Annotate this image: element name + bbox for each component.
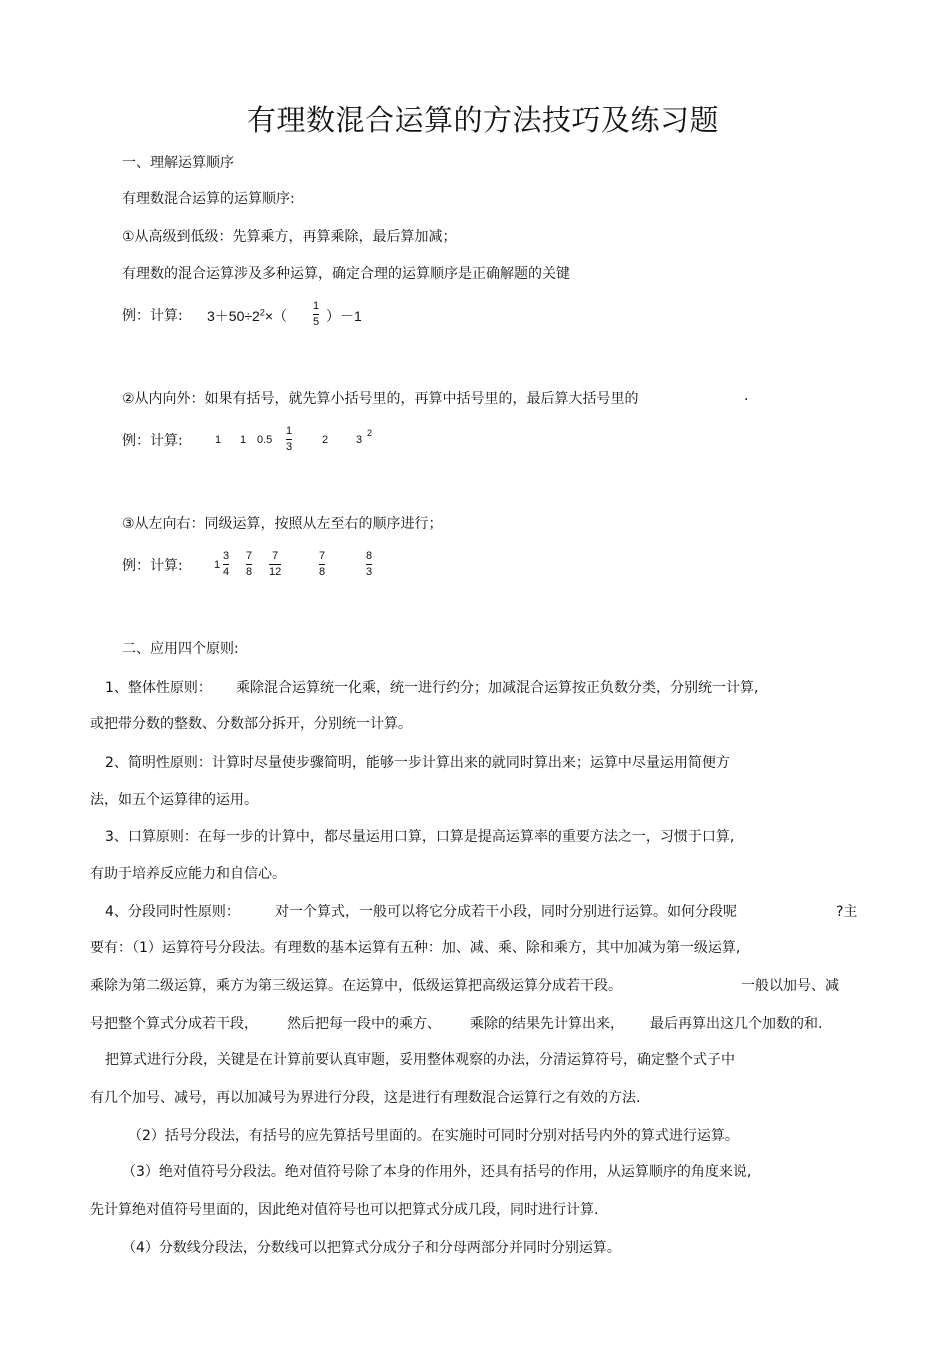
example-1-expr-a: [207, 306, 287, 326]
method-3-text-2: 先计算绝对值符号里面的，因此绝对值符号也可以把算式分成几段，同时进行计算.: [90, 1202, 599, 1218]
principle-4-text-6: 有几个加号、减号，再以加减号为界进行分段，这是进行有理数混合运算行之有效的方法.: [90, 1090, 641, 1106]
example-2-frac-den: 3: [286, 441, 293, 453]
principle-4-text-5: 把算式进行分段，关键是在计算前要认真审题，妥用整体观察的办法，分清运算符号，确定整个式子中: [105, 1052, 735, 1068]
section2-heading: 二、应用四个原则:: [122, 641, 239, 657]
rule-2-end: .: [744, 388, 749, 404]
example-1-frac-den: 5: [313, 316, 320, 328]
principle-4-text-4c: 乘除的结果先计算出来，: [470, 1016, 624, 1032]
example-1-part-b: ×（: [264, 308, 288, 324]
example-1-part-c: ）－1: [326, 308, 362, 324]
example-3-fraction-5: [366, 550, 372, 579]
example-2-n4: 2: [322, 434, 329, 446]
principle-4-text-2: 要有：（1）运算符号分段法。有理数的基本运算有五种：加、减、乘、除和乘方，其中加减为第一级运算,: [90, 940, 741, 956]
frac-den: 8: [319, 566, 326, 578]
example-3-label: 例：计算:: [122, 558, 183, 574]
principle-4-title: 4、分段同时性原则：: [105, 904, 240, 920]
rule-2: ②从内向外：如果有括号，就先算小括号里的，再算中括号里的，最后算大括号里的: [122, 391, 639, 407]
example-2-n3: 0.5: [257, 434, 273, 446]
frac-num: 7: [246, 550, 253, 562]
rule-3: ③从左向右：同级运算，按照从左至右的顺序进行；: [122, 516, 443, 532]
frac-den: 8: [246, 566, 253, 578]
principle-4-text-end: ?主: [836, 904, 858, 920]
example-1-part-a: 3＋50÷2: [207, 308, 260, 324]
example-1-exponent: 2: [259, 307, 265, 318]
frac-den: 4: [223, 566, 230, 578]
fraction-bar: [286, 439, 292, 440]
fraction-bar: [366, 564, 372, 565]
example-3-fraction-2: [246, 550, 252, 579]
example-3-whole: 1: [214, 559, 221, 571]
example-2-frac-num: 1: [286, 425, 293, 437]
example-1-fraction: [313, 300, 319, 329]
principle-3-text-2: 有助于培养反应能力和自信心。: [90, 866, 286, 882]
rule-note: 有理数的混合运算涉及多种运算，确定合理的运算顺序是正确解题的关键: [122, 266, 570, 282]
principle-4-text-3b: 一般以加号、减: [741, 978, 839, 994]
section1-heading: 一、理解运算顺序: [122, 155, 234, 171]
example-1-label: 例：计算:: [122, 308, 183, 324]
principle-4-text-3a: 乘除为第二级运算，乘方为第三级运算。在运算中，低级运算把高级运算分成若干段。: [90, 978, 622, 994]
frac-num: 3: [223, 550, 230, 562]
principle-4-text-4b: 然后把每一段中的乘方、: [287, 1016, 441, 1032]
principle-1-title: 1、整体性原则：: [105, 680, 212, 696]
example-2-n2: 1: [240, 434, 247, 446]
example-2-fraction: [286, 425, 292, 454]
frac-num: 7: [319, 550, 326, 562]
principle-3-text: 3、口算原则：在每一步的计算中，都尽量运用口算，口算是提高运算率的重要方法之一，习惯于口算,: [105, 829, 735, 845]
rule-1: ①从高级到低级：先算乘方，再算乘除，最后算加减；: [122, 229, 457, 245]
principle-1-text: 乘除混合运算统一化乘，统一进行约分；加减混合运算按正负数分类，分别统一计算,: [236, 680, 759, 696]
principle-1-text-2: 或把带分数的整数、分数部分拆开，分别统一计算。: [90, 716, 412, 732]
fraction-bar: [313, 314, 319, 315]
section1-intro: 有理数混合运算的运算顺序:: [122, 191, 295, 207]
example-2-n5: 3: [356, 434, 363, 446]
method-3-text: （3）绝对值符号分段法。绝对值符号除了本身的作用外，还具有括号的作用，从运算顺序的角度来说,: [122, 1164, 752, 1180]
frac-num: 8: [366, 550, 373, 562]
example-3-fraction-4: [319, 550, 325, 579]
principle-2-text-2: 法，如五个运算律的运用。: [90, 792, 258, 808]
principle-4-text-4a: 号把整个算式分成若干段，: [90, 1016, 258, 1032]
example-3-fraction-1: [223, 550, 229, 579]
example-2-n1: 1: [215, 434, 222, 446]
example-3-fraction-3: [269, 550, 281, 579]
fraction-bar: [246, 564, 252, 565]
fraction-bar: [269, 564, 281, 565]
frac-den: 12: [269, 566, 282, 578]
example-1-frac-num: 1: [313, 300, 320, 312]
example-2-exponent: 2: [367, 428, 373, 438]
principle-4-text-4d: 最后再算出这几个加数的和.: [650, 1016, 823, 1032]
principle-2-text: 2、简明性原则：计算时尽量使步骤简明，能够一步计算出来的就同时算出来；运算中尽量运用简便方: [105, 755, 730, 771]
fraction-bar: [223, 564, 229, 565]
fraction-bar: [319, 564, 325, 565]
principle-4-text: 对一个算式，一般可以将它分成若干小段，同时分别进行运算。如何分段呢: [275, 904, 737, 920]
frac-den: 3: [366, 566, 373, 578]
example-2-label: 例：计算:: [122, 433, 183, 449]
method-4-text: （4）分数线分段法，分数线可以把算式分成分子和分母两部分并同时分别运算。: [122, 1240, 621, 1256]
method-2-text: （2）括号分段法，有括号的应先算括号里面的。在实施时可同时分别对括号内外的算式进行运算。: [128, 1128, 739, 1144]
frac-num: 7: [272, 550, 279, 562]
page-title: 有理数混合运算的方法技巧及练习题: [246, 103, 719, 137]
